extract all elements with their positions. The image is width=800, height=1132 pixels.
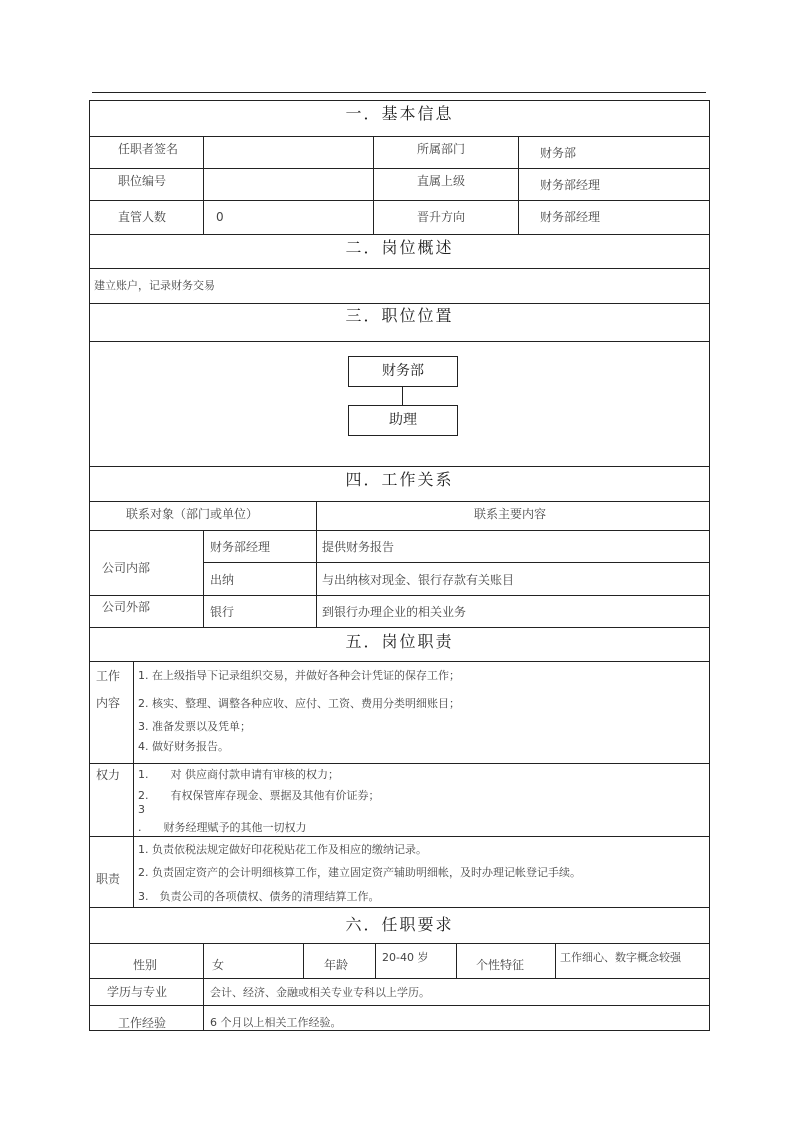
education-label: 学历与专业: [107, 985, 168, 999]
gender-value: 女: [212, 958, 225, 972]
header-rule: [92, 92, 706, 93]
rule: [203, 943, 204, 1031]
rule: [203, 530, 204, 627]
relation-content: 到银行办理企业的相关业务: [322, 605, 467, 619]
superior-value: 财务部经理: [540, 178, 601, 192]
dept-value: 财务部: [540, 146, 577, 160]
reports-label: 直管人数: [118, 210, 167, 224]
work-item: 4. 做好财务报告。: [138, 740, 229, 753]
org-connector: [402, 386, 403, 405]
rule: [303, 943, 304, 978]
authority-item: . 财务经理赋予的其他一切权力: [138, 821, 307, 834]
rule: [89, 501, 710, 502]
experience-value: 6 个月以上相关工作经验。: [210, 1016, 342, 1029]
rule: [316, 501, 317, 627]
rule: [89, 943, 710, 944]
responsibility-item: 1. 负责依税法规定做好印花税贴花工作及相应的缴纳记录。: [138, 843, 427, 856]
section-overview: 二．岗位概述: [345, 238, 454, 257]
relation-target: 银行: [210, 605, 235, 619]
rule: [89, 1005, 710, 1006]
overview-text: 建立账户，记录财务交易: [94, 279, 215, 292]
rule: [89, 466, 710, 467]
rule: [203, 562, 710, 563]
rule: [89, 530, 710, 531]
experience-label: 工作经验: [118, 1016, 167, 1030]
rule: [89, 168, 710, 169]
relation-target: 财务部经理: [210, 540, 271, 554]
signer-label: 任职者签名: [118, 142, 179, 156]
age-label: 年龄: [324, 958, 349, 972]
rule: [89, 234, 710, 235]
relations-col1-header: 联系对象（部门或单位）: [126, 507, 259, 521]
rule: [133, 661, 134, 907]
section-requirements: 六．任职要求: [345, 915, 454, 934]
rule: [518, 136, 519, 234]
responsibility-item: 3. 负责公司的各项债权、债务的清理结算工作。: [138, 890, 380, 903]
rule: [89, 200, 710, 201]
relation-target: 出纳: [210, 573, 235, 587]
work-item: 2. 核实、整理、调整各种应收、应付、工资、费用分类明细账目；: [138, 697, 460, 710]
promotion-label: 晋升方向: [417, 210, 466, 224]
dept-label: 所属部门: [417, 142, 466, 156]
gender-label: 性别: [133, 958, 158, 972]
rule: [456, 943, 457, 978]
superior-label: 直属上级: [417, 174, 466, 188]
external-label: 公司外部: [102, 600, 151, 614]
rule: [89, 268, 710, 269]
org-box-assistant: 助理: [348, 405, 458, 436]
work-item: 1. 在上级指导下记录组织交易，并做好各种会计凭证的保存工作；: [138, 669, 460, 682]
authority-item: 2. 有权保管库存现金、票据及其他有价证券；: [138, 789, 380, 802]
section-basic-info: 一．基本信息: [345, 104, 454, 123]
section-relations: 四．工作关系: [345, 470, 454, 489]
authority-item: 1. 对 供应商付款申请有审核的权力；: [138, 768, 339, 781]
relation-content: 提供财务报告: [322, 540, 395, 554]
relation-content: 与出纳核对现金、银行存款有关账目: [322, 573, 515, 587]
authority-label: 权力: [96, 768, 121, 782]
section-duties: 五．岗位职责: [345, 632, 454, 651]
section-position: 三．职位位置: [345, 306, 454, 325]
reports-value: 0: [216, 210, 224, 224]
code-label: 职位编号: [118, 174, 167, 188]
rule: [89, 303, 710, 304]
rule: [89, 661, 710, 662]
org-box-department: 财务部: [348, 356, 458, 387]
rule: [89, 978, 710, 979]
personality-label: 个性特征: [476, 958, 525, 972]
education-value: 会计、经济、金融或相关专业专科以上学历。: [210, 986, 430, 999]
age-value: 20-40 岁: [382, 951, 429, 964]
work-label-line2: 内容: [96, 696, 121, 710]
rule: [89, 763, 710, 764]
authority-item: 3: [138, 803, 145, 816]
responsibility-label: 职责: [96, 872, 121, 886]
relations-col2-header: 联系主要内容: [474, 507, 547, 521]
rule: [89, 595, 710, 596]
rule: [89, 627, 710, 628]
work-label-line1: 工作: [96, 669, 121, 683]
rule: [203, 136, 204, 234]
rule: [375, 943, 376, 978]
personality-value: 工作细心、数字概念较强: [560, 951, 681, 964]
work-item: 3. 准备发票以及凭单；: [138, 720, 251, 733]
promotion-value: 财务部经理: [540, 210, 601, 224]
rule: [89, 136, 710, 137]
rule: [89, 836, 710, 837]
rule: [89, 341, 710, 342]
rule: [555, 943, 556, 978]
rule: [89, 907, 710, 908]
internal-label: 公司内部: [102, 561, 151, 575]
rule: [373, 136, 374, 234]
responsibility-item: 2. 负责固定资产的会计明细核算工作，建立固定资产辅助明细帐，及时办理记帐登记手续。: [138, 866, 581, 879]
